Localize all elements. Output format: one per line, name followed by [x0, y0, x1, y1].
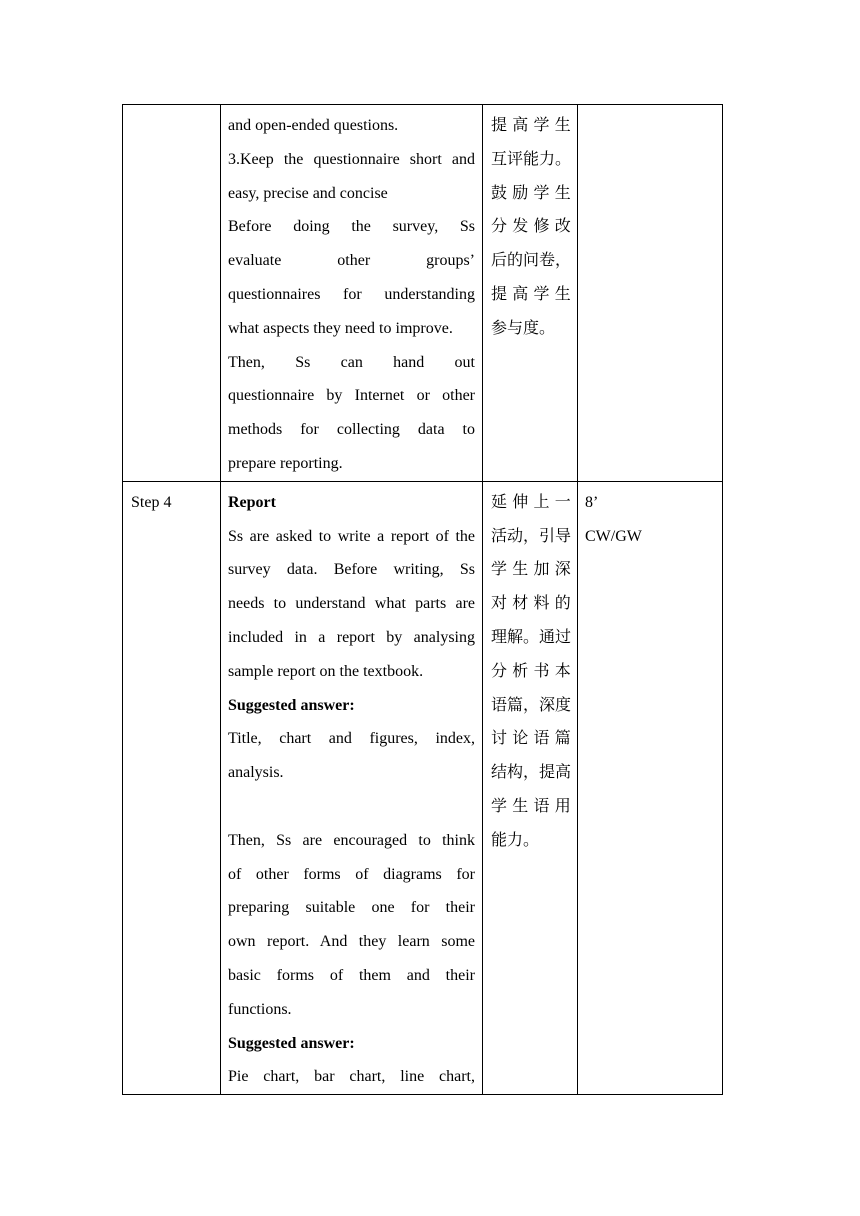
- table-row: [123, 105, 723, 482]
- content-line: preparing suitable one for their: [228, 899, 475, 917]
- content-cell: [221, 481, 483, 1094]
- step-cell: [123, 481, 221, 1094]
- content-line: Then, Ss are encouraged to think: [228, 831, 475, 849]
- time-line: 8’: [585, 493, 599, 511]
- content-line: Before doing the survey, Ss: [228, 218, 475, 236]
- time-cell: [578, 105, 723, 482]
- content-line: and open-ended questions.: [228, 117, 399, 134]
- purpose-line: 提高学生: [491, 117, 571, 134]
- content-line: of other forms of diagrams for: [228, 865, 475, 883]
- purpose-line: 后的问卷，: [491, 252, 572, 270]
- purpose-line: 鼓励学生: [491, 184, 571, 202]
- content-line: easy, precise and concise: [228, 184, 388, 202]
- purpose-line: 分发修改: [491, 218, 571, 236]
- purpose-line: 互评能力。: [491, 150, 572, 168]
- content-line: [228, 790, 475, 824]
- purpose-line: 语篇，深度: [491, 696, 572, 714]
- content-line: evaluate other groups’: [228, 252, 475, 270]
- purpose-line: 结构，提高: [491, 764, 572, 782]
- purpose-cell: [483, 481, 578, 1094]
- content-line: needs to understand what parts are: [228, 595, 475, 613]
- purpose-line: 参与度。: [491, 319, 556, 337]
- time-cell: [578, 481, 723, 1094]
- content-line: own report. And they learn some: [228, 933, 475, 951]
- content-line: sample report on the textbook.: [228, 662, 424, 680]
- purpose-line: 能力。: [491, 831, 540, 849]
- purpose-line: 对材料的: [491, 595, 571, 613]
- content-line: questionnaire by Internet or other: [228, 387, 475, 405]
- purpose-line: 提高学生: [491, 285, 571, 303]
- content-line: functions.: [228, 1000, 292, 1018]
- content-line: what aspects they need to improve.: [228, 319, 453, 337]
- lesson-plan-table: [122, 104, 723, 1095]
- purpose-line: 延伸上一: [491, 493, 571, 511]
- step-label: Step 4: [131, 493, 172, 511]
- content-cell: [221, 105, 483, 482]
- time-line: CW/GW: [585, 527, 642, 545]
- purpose-line: 学生语用: [491, 797, 571, 815]
- content-line: Then, Ss can hand out: [228, 353, 475, 371]
- content-line: Report: [228, 493, 276, 511]
- content-line: Pie chart, bar chart, line chart,: [228, 1068, 475, 1086]
- purpose-line: 分析书本: [491, 662, 571, 680]
- purpose-line: 活动，引导: [491, 527, 572, 545]
- content-line: questionnaires for understanding: [228, 285, 475, 303]
- purpose-line: 理解。通过: [491, 628, 572, 646]
- content-line: included in a report by analysing: [228, 628, 475, 646]
- content-line: analysis.: [228, 764, 284, 782]
- content-line: survey data. Before writing, Ss: [228, 561, 475, 579]
- content-line: basic forms of them and their: [228, 966, 475, 984]
- content-line: Ss are asked to write a report of the: [228, 527, 475, 545]
- step-cell: [123, 105, 221, 482]
- purpose-line: 学生加深: [491, 561, 571, 579]
- content-line: 3.Keep the questionnaire short and: [228, 150, 475, 168]
- content-line: prepare reporting.: [228, 454, 343, 472]
- content-line: Suggested answer:: [228, 1034, 355, 1052]
- purpose-cell: [483, 105, 578, 482]
- step-label: [131, 109, 214, 143]
- content-line: Title, chart and figures, index,: [228, 730, 475, 748]
- content-line: Suggested answer:: [228, 696, 355, 714]
- content-line: methods for collecting data to: [228, 421, 475, 439]
- purpose-line: 讨论语篇: [491, 730, 571, 748]
- table-row: [123, 481, 723, 1094]
